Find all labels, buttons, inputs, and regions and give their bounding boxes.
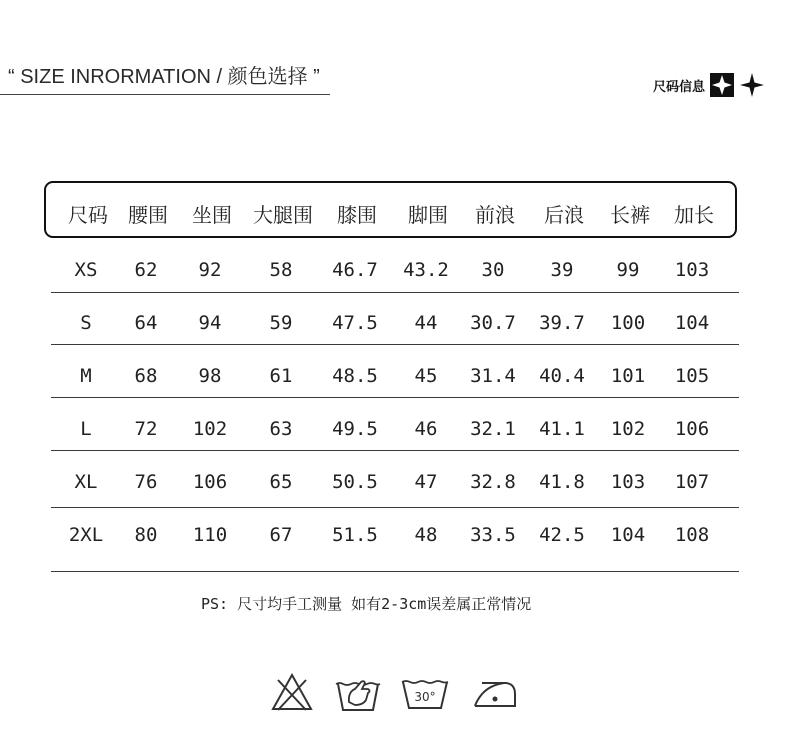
table-cell: 80: [134, 524, 158, 546]
table-cell: 108: [674, 524, 710, 546]
table-cell: 51.5: [332, 524, 378, 546]
table-cell: 62: [134, 259, 158, 281]
table-cell: 101: [610, 365, 646, 387]
wash-temperature-label: 30°: [414, 690, 436, 704]
table-cell: 99: [616, 259, 640, 281]
column-header-long-length: 加长: [674, 203, 714, 227]
column-header-waist: 腰围: [128, 203, 168, 227]
table-cell: 41.1: [539, 418, 585, 440]
table-cell: 103: [674, 259, 710, 281]
row-divider: [51, 292, 739, 293]
table-cell: M: [80, 365, 92, 387]
table-cell: 110: [192, 524, 228, 546]
table-cell: 32.1: [470, 418, 516, 440]
column-header-length: 长裤: [610, 203, 650, 227]
row-divider: [51, 571, 739, 572]
table-cell: 67: [269, 524, 293, 546]
table-cell: 33.5: [470, 524, 516, 546]
column-header-size: 尺码: [68, 203, 108, 227]
table-cell: 76: [134, 471, 158, 493]
table-cell: 100: [610, 312, 646, 334]
table-cell: 43.2: [403, 259, 449, 281]
table-cell: 68: [134, 365, 158, 387]
column-header-hip: 坐围: [192, 203, 232, 227]
table-cell: 104: [610, 524, 646, 546]
table-cell: 45: [414, 365, 438, 387]
table-cell: 61: [269, 365, 293, 387]
table-cell: 30.7: [470, 312, 516, 334]
table-cell: 39: [550, 259, 574, 281]
iron-low-icon: [470, 672, 520, 712]
column-header-thigh: 大腿围: [253, 203, 313, 227]
table-row: [44, 508, 739, 560]
table-cell: 72: [134, 418, 158, 440]
table-cell: 102: [192, 418, 228, 440]
table-row: [44, 455, 739, 507]
column-header-knee: 膝围: [337, 203, 377, 227]
table-row: [44, 402, 739, 454]
table-cell: 31.4: [470, 365, 516, 387]
column-header-back-rise: 后浪: [544, 203, 584, 227]
table-cell: 46: [414, 418, 438, 440]
table-cell: 106: [674, 418, 710, 440]
table-cell: S: [80, 312, 92, 334]
table-cell: 98: [198, 365, 222, 387]
table-cell: 39.7: [539, 312, 585, 334]
measurement-footnote: PS: 尺寸均手工测量 如有2-3cm误差属正常情况: [201, 595, 532, 613]
table-cell: 2XL: [68, 524, 104, 546]
page-title: “ SIZE INRORMATION / 颜色选择 ”: [8, 66, 320, 88]
table-cell: 47: [414, 471, 438, 493]
title-underline: [0, 94, 330, 95]
table-cell: 49.5: [332, 418, 378, 440]
table-cell: 64: [134, 312, 158, 334]
table-cell: 103: [610, 471, 646, 493]
table-cell: 102: [610, 418, 646, 440]
column-header-front-rise: 前浪: [475, 203, 515, 227]
table-cell: 41.8: [539, 471, 585, 493]
size-info-badge: [653, 72, 765, 98]
table-cell: 44: [414, 312, 438, 334]
four-point-star-icon: [739, 72, 765, 98]
table-row: [44, 349, 739, 401]
table-cell: 106: [192, 471, 228, 493]
diamond-square-icon: [709, 72, 735, 98]
badge-label: 尺码信息: [653, 79, 706, 95]
table-cell: 104: [674, 312, 710, 334]
table-cell: 92: [198, 259, 222, 281]
table-cell: 59: [269, 312, 293, 334]
column-header-hem: 脚围: [408, 203, 448, 227]
row-divider: [51, 450, 739, 451]
table-cell: 58: [269, 259, 293, 281]
table-cell: 48.5: [332, 365, 378, 387]
table-cell: 48: [414, 524, 438, 546]
table-cell: L: [80, 418, 92, 440]
table-cell: 46.7: [332, 259, 378, 281]
table-cell: 105: [674, 365, 710, 387]
table-cell: 32.8: [470, 471, 516, 493]
table-cell: 94: [198, 312, 222, 334]
table-cell: 63: [269, 418, 293, 440]
wash-30-icon: [399, 672, 451, 712]
table-cell: 107: [674, 471, 710, 493]
table-cell: 42.5: [539, 524, 585, 546]
row-divider: [51, 397, 739, 398]
table-cell: 40.4: [539, 365, 585, 387]
row-divider: [51, 344, 739, 345]
size-table-header: [44, 181, 737, 238]
table-cell: 50.5: [332, 471, 378, 493]
hand-wash-icon: [333, 672, 383, 714]
table-cell: 47.5: [332, 312, 378, 334]
table-row: [44, 243, 739, 295]
table-cell: 30: [481, 259, 505, 281]
table-row: [44, 296, 739, 348]
table-cell: 65: [269, 471, 293, 493]
no-bleach-icon: [270, 672, 314, 712]
table-cell: XL: [74, 471, 98, 493]
table-cell: XS: [74, 259, 98, 281]
